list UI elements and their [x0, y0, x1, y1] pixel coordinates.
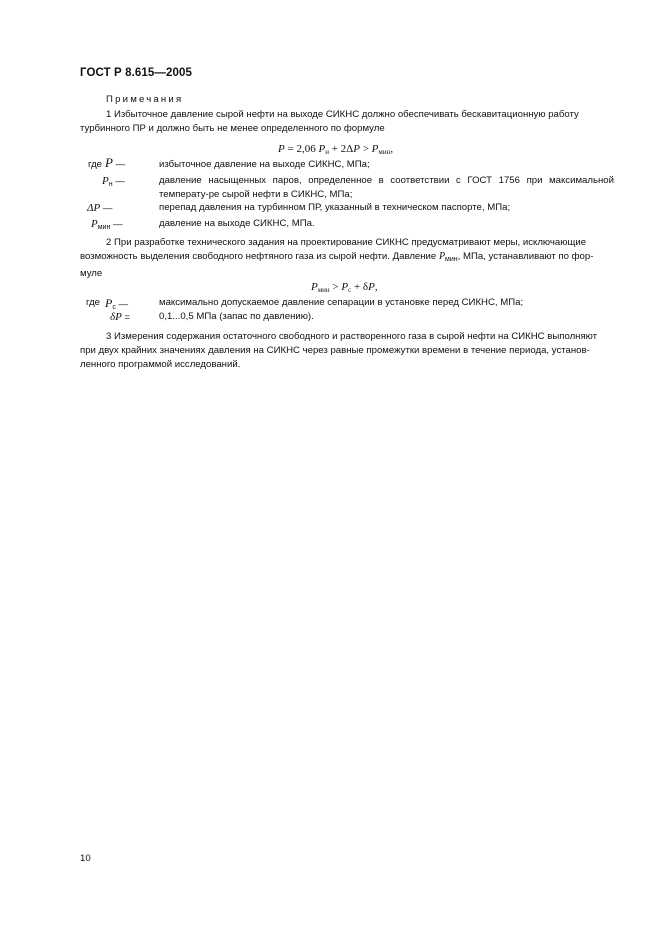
- formula-1-lhs: P: [278, 143, 285, 155]
- formula-2-end: ,: [374, 281, 378, 293]
- formula-2-pmin: P: [311, 281, 318, 293]
- def-text: давление насыщенных паров, определенное в соответствии с ГОСТ 1756 при максимальной температу-ре сырой нефти в СИКНС, МПа;: [159, 175, 614, 200]
- def-text: перепад давления на турбинном ПР, указанный в техническом паспорте, МПа;: [159, 202, 511, 213]
- note-2-var-sub: мин: [445, 256, 458, 263]
- note-1-text: [80, 108, 614, 136]
- formula-2-plus: + δ: [351, 281, 369, 293]
- def-text: избыточное давление на выходе СИКНС, МПа;: [159, 159, 370, 170]
- def-dash: —: [118, 299, 129, 310]
- formula-1: [278, 142, 393, 159]
- note-3-line-1: 3 Измерения содержания остаточного свободного и растворенного газа в сырой нефти на СИКНС выполняют: [106, 331, 598, 342]
- formula-2-pmin-sub: мин: [317, 286, 330, 294]
- formula-1-pmin: P: [371, 143, 379, 155]
- formula-1-p-sub: н: [325, 148, 329, 156]
- def-text: 0,1...0,5 МПа (запас по давлению).: [159, 311, 314, 322]
- formula-1-end: ,: [390, 143, 394, 155]
- note-1-line-1: 1 Избыточное давление сырой нефти на выходе СИКНС должно обеспечивать бескавитационную работу: [106, 109, 579, 120]
- formula-1-pmin-sub: мин: [378, 148, 391, 156]
- def-dash: —: [102, 203, 113, 214]
- formula-2: [311, 280, 378, 297]
- def-dash: =: [124, 312, 131, 323]
- note-2-line-2b: , МПа, устанавливают по фор-: [457, 251, 594, 262]
- note-2-line-2: [80, 250, 614, 267]
- note-3-line-3: ленного программой исследований.: [80, 359, 241, 370]
- def-symbol-sub: мин: [97, 224, 111, 231]
- where-label: где: [88, 159, 103, 170]
- def-symbol: δP: [110, 311, 122, 323]
- formula-2-gt: >: [329, 281, 342, 293]
- note-2-line-1: 2 При разработке технического задания на проектирование СИКНС предусматривают меры, исключающие: [106, 237, 587, 248]
- def-text: давление на выходе СИКНС, МПа.: [159, 218, 315, 229]
- formula-2-dp: P: [368, 281, 375, 293]
- def-text: максимально допускаемое давление сепарации в установке перед СИКНС, МПа;: [159, 297, 524, 308]
- formula-1-plus: + 2Δ: [328, 143, 354, 155]
- page-number: 10: [80, 853, 91, 864]
- def-dash: —: [113, 219, 123, 230]
- note-3-text: [80, 330, 614, 372]
- note-3-line-2: при двух крайних значениях давления на СИКНС через равные промежутки времени в течение периода, установ-: [80, 345, 590, 356]
- formula-2-pc: P: [341, 281, 349, 293]
- note-2-line-3: муле: [80, 268, 103, 279]
- def-symbol: ΔP: [87, 202, 101, 214]
- def-dash: —: [115, 176, 125, 187]
- def-symbol: P: [105, 296, 113, 310]
- def-symbol-sub: с: [112, 304, 116, 311]
- formula-1-coef: = 2,06: [284, 143, 319, 155]
- note-2-text: [80, 236, 614, 281]
- note-2-line-2a: возможность выделения свободного нефтяного газа из сырой нефти. Давление: [80, 251, 437, 262]
- document-header: ГОСТ Р 8.615—2005: [80, 67, 192, 79]
- note-1-line-2: турбинного ПР и должно быть не менее определенного по формуле: [80, 123, 385, 134]
- def-symbol: P: [91, 218, 98, 230]
- def-dash: —: [115, 159, 126, 170]
- notes-title: Примечания: [106, 94, 184, 105]
- formula-1-p: P: [318, 143, 326, 155]
- formula-1-gt: >: [359, 143, 372, 155]
- formula-2-pc-sub: с: [348, 286, 352, 294]
- def-symbol: P: [102, 175, 109, 187]
- def-symbol: P: [105, 155, 113, 170]
- note-2-var: P: [438, 251, 446, 262]
- def-symbol-sub: н: [108, 181, 113, 188]
- where-label: где: [86, 297, 101, 308]
- formula-1-dp: P: [353, 143, 360, 155]
